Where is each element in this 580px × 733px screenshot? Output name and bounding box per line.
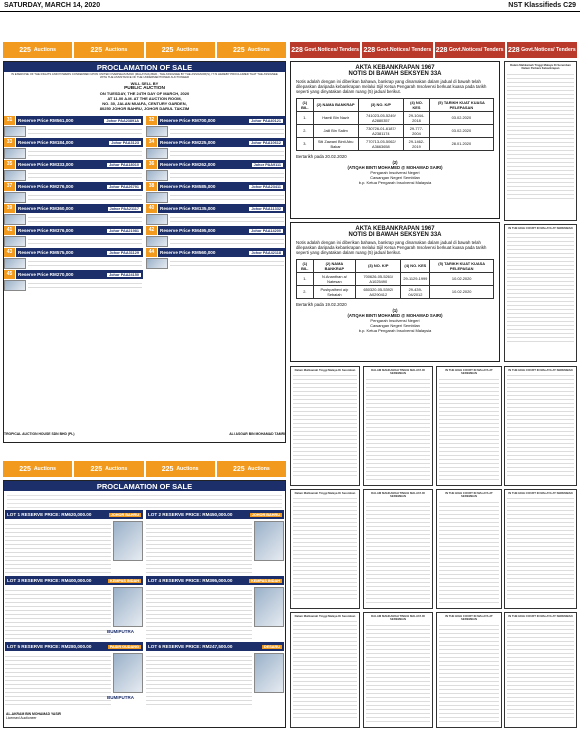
band-cell: 228 Govt.Notices/ Tenders <box>507 42 577 58</box>
lot-price-bar <box>16 160 143 169</box>
notice-body <box>366 376 430 480</box>
lot-ref: Johor PAA14200 <box>251 228 281 233</box>
notice-title: IN THE HIGH COURT IN MALAYA AT SEREMBAN <box>508 614 573 618</box>
lot-details <box>146 587 252 639</box>
band-cell: 225 Auctions <box>217 461 286 477</box>
auctions-band-top <box>3 42 286 58</box>
property-photo <box>254 653 284 693</box>
lot-details <box>170 192 284 203</box>
lot-price-bar <box>5 642 143 651</box>
reserve-price: LOT 2 RESERVE PRICE: RM450,000.00 <box>148 512 233 517</box>
notice-title: Dalam Mahkamah Tinggi Malaya Di Seremban <box>294 491 356 495</box>
lot-price-bar <box>16 226 143 235</box>
lot-ref: Johor PAA23891A <box>106 118 139 123</box>
band-cell: 225 Auctions <box>217 42 286 58</box>
lot-ref: Johor PAA10612 <box>251 140 281 145</box>
notice-title: IN THE HIGH COURT IN MALAYA AT SEREMBAN <box>445 491 493 499</box>
lot-details <box>28 214 142 225</box>
court-notice <box>436 489 502 609</box>
notice-title: DALAM MAHKAMAH TINGGI MALAYA DI SEREMBAN <box>371 368 425 376</box>
property-photo <box>146 148 168 159</box>
lot-price-bar <box>16 138 143 147</box>
notice-title: DALAM MAHKAMAH TINGGI MALAYA DI SEREMBAN <box>371 491 425 499</box>
reserve-price: Reserve Price RM276,000 <box>18 184 74 189</box>
reserve-price: Reserve Price RM225,000 <box>160 140 216 145</box>
akta-sig-line: Cawangan Negeri Sembilan <box>370 174 420 180</box>
lot-details <box>170 126 284 137</box>
notice-body <box>293 618 357 718</box>
lot-price-bar <box>16 182 143 191</box>
lot-ref: Johor PAA18010 <box>109 162 139 167</box>
akta-title: AKTA KEBANKRAPAN 1967 <box>355 226 435 232</box>
lot-details <box>28 258 142 269</box>
lot-ref: Johor PAA21117 <box>109 206 139 211</box>
lot-details <box>170 258 284 269</box>
lot-price-bar <box>158 160 285 169</box>
proclamation-title: PROCLAMATION OF SALE <box>4 481 285 491</box>
akta-subtitle: NOTIS DI BAWAH SEKSYEN 33A <box>348 71 442 77</box>
property-photo <box>254 587 284 627</box>
table-row: 2. Jalil Bin Salim 730726-01-6187/ A2381174 29-777-2004 03.02.2020 <box>297 124 494 137</box>
reserve-price: Reserve Price RM333,000 <box>18 162 74 167</box>
lot-number: 33 <box>4 138 15 147</box>
will-sell: WILL SELL BY <box>130 80 159 86</box>
lot-ref: Johor PAA42118 <box>251 250 281 255</box>
band-cell: 225 Auctions <box>146 42 215 58</box>
property-photo <box>4 148 26 159</box>
lot-ref: Johor PAA26791 <box>109 184 139 189</box>
col-header: (3) NO. K/P <box>358 98 404 111</box>
notice-body <box>366 622 430 722</box>
bumiputra-tag: BUMIPUTRA <box>107 629 134 634</box>
notice-body <box>439 499 499 603</box>
lot-details <box>146 521 252 573</box>
col-header: (4) NO. KES <box>401 259 430 272</box>
lot-details <box>28 126 142 137</box>
reserve-price: Reserve Price RM560,000 <box>160 250 216 255</box>
notice-body <box>293 495 357 599</box>
band-cell: 225 Auctions <box>3 42 72 58</box>
property-photo <box>146 126 168 137</box>
lot-location: KEMPAS INDAH <box>250 578 280 583</box>
reserve-price: Reserve Price RM360,000 <box>18 206 74 211</box>
notice-body <box>507 372 574 476</box>
lot-location: KEMPAS INDAH <box>109 578 139 583</box>
property-photo <box>146 192 168 203</box>
akta-sig-num: (2) <box>392 159 398 165</box>
reserve-price: LOT 4 RESERVE PRICE: RM395,000.00 <box>148 578 233 583</box>
notice-title: IN THE HIGH COURT IN MALAYA AT SEREMBAN <box>445 368 493 376</box>
lot-number: 35 <box>4 160 15 169</box>
auction-house-name: TROPICAL AUCTION HOUSE SDN BHD (PL) <box>4 432 75 436</box>
lot-details <box>170 170 284 181</box>
akta-sig-line: Cawangan Negeri Sembilan <box>370 322 420 328</box>
akta-date: Bertarikh pada 20.02.2020 <box>296 153 347 159</box>
reserve-price: LOT 3 RESERVE PRICE: RM400,000.00 <box>7 578 92 583</box>
property-photo <box>4 258 26 269</box>
reserve-price: Reserve Price RM184,000 <box>18 140 74 145</box>
lot-ref: Johor PAA40121 <box>251 118 281 123</box>
lot-number: 31 <box>4 116 15 125</box>
court-notice <box>363 612 433 728</box>
akta-sig-line: Pengarah Insolvensi Negeri <box>370 169 420 175</box>
auction-address-1: NO. 30, JALAN MUAFA, CENTURY GARDEN, <box>102 100 187 106</box>
lot-number: 43 <box>4 248 15 257</box>
reserve-price: Reserve Price RM700,000 <box>160 118 216 123</box>
court-notice <box>504 366 577 486</box>
lot-price-bar <box>146 642 284 651</box>
lot-number: 42 <box>146 226 157 235</box>
lot-price-bar <box>158 248 285 257</box>
notice-title: IN THE HIGH COURT IN MALAYA AT SEREMBAN <box>445 614 493 622</box>
col-header: (5) TARIKH KUAT KUASA PELEPASAN <box>430 259 494 272</box>
page-header <box>0 0 580 12</box>
property-photo <box>4 236 26 247</box>
band-cell: 225 Auctions <box>74 42 143 58</box>
court-notice <box>504 489 577 609</box>
akta-sig-line: b.p. Ketua Pengarah Insolvensi Malaysia <box>358 179 432 185</box>
court-notice <box>436 366 502 486</box>
auctioneer-role: Licensed Auctioneer <box>6 716 37 720</box>
reserve-price: Reserve Price RM262,000 <box>160 162 216 167</box>
lot-ref: Johor PAA23411 <box>251 184 281 189</box>
akta-signatory: (ATIQAH BINTI MOHAMED @ MOHAMAD SAIRI) <box>347 312 443 318</box>
col-header: (3) NO. K/P <box>356 259 401 272</box>
akta-notice-2 <box>290 222 500 362</box>
lot-details <box>28 280 142 291</box>
property-photo <box>146 258 168 269</box>
lot-details <box>5 653 111 705</box>
band-cell: 228 Govt.Notices/ Tenders <box>435 42 505 58</box>
bumiputra-tag: BUMIPUTRA <box>107 695 134 700</box>
akta-date: Bertarikh pada 19.02.2020 <box>296 301 347 307</box>
reserve-price: Reserve Price RM270,000 <box>18 272 74 277</box>
lot-number: 39 <box>4 204 15 213</box>
lot-number: 36 <box>146 160 157 169</box>
lot-price-bar <box>158 204 285 213</box>
proclamation-body <box>7 492 282 508</box>
property-photo <box>146 170 168 181</box>
public-auction: PUBLIC AUCTION <box>124 85 165 91</box>
lot-ref: Johor PAA11332 <box>251 206 281 211</box>
lot-number: 38 <box>146 182 157 191</box>
band-cell: 228 Govt.Notices/ Tenders <box>362 42 432 58</box>
court-notice-1 <box>504 61 577 221</box>
auctioneer-footer <box>4 432 285 436</box>
reserve-price: Reserve Price RM495,000 <box>160 228 216 233</box>
auctioneer-name: AL-AKRAM BIN MOHAMAD YASIR <box>6 712 62 716</box>
lot-location: JOHOR BAHRU <box>110 512 139 517</box>
property-photo <box>113 587 143 627</box>
lot-price-bar <box>16 204 143 213</box>
property-photo <box>146 214 168 225</box>
table-row: 1. N.Ananthan a/ Natesan 700626-05-5261/ A1025490 29-1129-1999 10.02.2020 <box>297 272 494 285</box>
auction-time: AT 11.00 A.M. AT THE AUCTION ROOM, <box>107 95 182 101</box>
notice-body <box>507 71 574 201</box>
table-row: 2. Pushpathevi a/p Sebaiah 650320-05-5392/ A0290412 29-439-04/2012 10.02.2020 <box>297 285 494 298</box>
lot-price-bar <box>158 226 285 235</box>
notice-body <box>507 618 574 718</box>
lot-ref: Johor PAA21981 <box>109 228 139 233</box>
court-notice-2 <box>504 224 577 362</box>
proclamation-subtitle: IN EXERCISE OF THE RIGHTS AND POWERS CONFERRED UPON UNITED OVERSEAS BANK (MALAYSIA) BHD., THE ASSIGNEE BY THE ASSIGNOR(S), IT IS HEREBY PROCLAIMED THAT THE ASSIGNEE WITH THE ASSISTANCE OF THE UNDERMENTIONED AUCTIONEER <box>11 72 278 80</box>
notice-body <box>507 230 574 345</box>
lot-price-bar <box>158 138 285 147</box>
lot-details <box>5 521 111 573</box>
property-photo <box>113 653 143 693</box>
notice-body <box>439 622 499 722</box>
property-photo <box>4 170 26 181</box>
property-photo <box>146 236 168 247</box>
lot-price-bar <box>158 116 285 125</box>
col-header: (4) NO. KES <box>404 98 430 111</box>
akta-title: AKTA KEBANKRAPAN 1967 <box>355 65 435 71</box>
lot-price-bar <box>16 248 143 257</box>
lot-details <box>146 653 252 705</box>
lot-number: 44 <box>146 248 157 257</box>
reserve-price: Reserve Price RM561,000 <box>18 118 74 123</box>
col-header: (2) NAMA BANKRAP <box>313 98 358 111</box>
court-notice <box>363 366 433 486</box>
band-cell: 225 Auctions <box>146 461 215 477</box>
property-photo <box>4 214 26 225</box>
court-notice <box>290 366 360 486</box>
notice-body <box>439 376 499 480</box>
lot-details <box>170 214 284 225</box>
akta-subtitle: NOTIS DI BAWAH SEKSYEN 33A <box>348 232 442 238</box>
lot-price-bar <box>146 576 284 585</box>
lot-ref: Johor PAA24150 <box>109 272 139 277</box>
header-section: NST Klassifieds C29 <box>508 2 576 9</box>
auctioneer-name: ALI ASGAR BIN MOHAMAD TAMRI <box>229 432 285 436</box>
reserve-price: LOT 6 RESERVE PRICE: RM247,500.00 <box>148 644 233 649</box>
col-header: (2) NAMA BANKRAP <box>313 259 356 272</box>
akta-intro: Notis adalah dengan ini diberikan bahawa, bankrap yang dinamakan dalam jadual di bawah telah dilepaskan daripada kebankrapan melalui Sijil Ketua Pengarah Insolvensi berkuat kuasa pada tarikh seperti yang dinyatakan dalam ruang (5) jadual berikut. <box>296 79 487 95</box>
lot-details <box>170 148 284 159</box>
band-cell: 225 Auctions <box>74 461 143 477</box>
lot-number: 40 <box>146 204 157 213</box>
notice-body <box>507 495 574 599</box>
lot-ref: Johor PAA31129 <box>109 250 139 255</box>
notice-title: IN THE HIGH COURT IN MALAYA AT SEREMBAN <box>508 226 573 230</box>
property-photo <box>4 192 26 203</box>
notice-body <box>293 372 357 476</box>
proclamation-title: PROCLAMATION OF SALE <box>4 62 285 72</box>
notice-title: Dalam Mahkamah Tinggi Malaya Di Seremban <box>510 63 571 67</box>
col-header: (5) TARIKH KUAT KUASA PELEPASAN <box>429 98 493 111</box>
reserve-price: Reserve Price RM585,000 <box>160 184 216 189</box>
auctioneer-footer-2 <box>6 712 281 726</box>
notice-title: DALAM MAHKAMAH TINGGI MALAYA DI SEREMBAN <box>371 614 425 622</box>
notice-body <box>366 499 430 603</box>
lot-number: 37 <box>4 182 15 191</box>
auctions-band-bottom <box>3 461 286 477</box>
court-notice <box>436 612 502 728</box>
notice-title: Dalam Mahkamah Tinggi Malaya Di Seremban <box>294 368 356 372</box>
court-notice <box>290 612 360 728</box>
band-cell: 228 Govt.Notices/ Tenders <box>290 42 360 58</box>
lot-location: PASIR GUDANG <box>109 644 139 649</box>
lot-price-bar <box>158 182 285 191</box>
akta-sig-line: Pengarah Insolvensi Negeri <box>370 317 420 323</box>
lot-details <box>170 236 284 247</box>
property-photo <box>254 521 284 561</box>
govt-notices-band-top <box>290 42 577 58</box>
akta-intro: Notis adalah dengan ini diberikan bahawa, bankrap yang dinamakan dalam jadual di bawah telah dilepaskan daripada kebankrapan melalui Sijil Ketua Pengarah Insolvensi berkuat kuasa pada tarikh seperti yang dinyatakan dalam ruang (5) jadual berikut. <box>296 240 487 256</box>
lot-ref: Johor PAA9111 <box>253 162 281 167</box>
table-row: 3. Siti Zawani Binti Abu Bakar 770713-05-5062/ A3663658 29-1462-2019 28.01.2020 <box>297 137 494 150</box>
band-cell: 225 Auctions <box>3 461 72 477</box>
table-row: 1. Hamli Bin Nazir 741023-05-5249/ A2880357 29-1044-2018 03.02.2020 <box>297 111 494 124</box>
lot-number: 45 <box>4 270 15 279</box>
reserve-price: Reserve Price RM135,000 <box>160 206 216 211</box>
court-notice <box>290 489 360 609</box>
lot-location: DESARU <box>263 644 280 649</box>
lot-price-bar <box>5 510 143 519</box>
akta-signatory: (ATIQAH BINTI MOHAMED @ MOHAMAD SAIRI) <box>347 164 443 170</box>
lot-details <box>28 192 142 203</box>
header-date: SATURDAY, MARCH 14, 2020 <box>4 2 101 9</box>
lot-details <box>28 170 142 181</box>
lot-price-bar <box>146 510 284 519</box>
reserve-price: Reserve Price RM575,000 <box>18 250 74 255</box>
lot-number: 41 <box>4 226 15 235</box>
property-photo <box>4 280 26 291</box>
reserve-price: Reserve Price RM376,000 <box>18 228 74 233</box>
property-photo <box>4 126 26 137</box>
lot-location: JOHOR BAHRU <box>251 512 280 517</box>
akta-sig-line: b.p. Ketua Pengarah Insolvensi Malaysia <box>358 327 432 333</box>
akta-table <box>296 98 494 151</box>
court-notice <box>504 612 577 728</box>
reserve-price: LOT 5 RESERVE PRICE: RM280,000.00 <box>7 644 92 649</box>
lot-ref: Johor PAA3123 <box>111 140 139 145</box>
court-notice <box>363 489 433 609</box>
akta-table <box>296 259 494 299</box>
notice-title: Dalam Mahkamah Tinggi Malaya Di Seremban <box>294 614 356 618</box>
notice-title: IN THE HIGH COURT IN MALAYA AT SEREMBAN <box>508 368 573 372</box>
lot-price-bar <box>16 116 143 125</box>
notice-subtitle: Dalam Perkara Kebankrapan <box>521 66 560 71</box>
akta-notice-1 <box>290 61 500 219</box>
lot-price-bar <box>16 270 143 279</box>
lot-price-bar <box>5 576 143 585</box>
akta-sig-num: (1) <box>392 307 398 313</box>
lot-number: 32 <box>146 116 157 125</box>
property-photo <box>113 521 143 561</box>
notice-title: IN THE HIGH COURT IN MALAYA AT SEREMBAN <box>508 491 573 495</box>
auction-address-2: 80250 JOHOR BAHRU, JOHOR DARUL TAKZIM <box>99 105 190 111</box>
lot-details <box>28 148 142 159</box>
reserve-price: LOT 1 RESERVE PRICE: RM620,000.00 <box>7 512 92 517</box>
lot-number: 34 <box>146 138 157 147</box>
lot-details <box>5 587 111 639</box>
col-header: (1) BIL. <box>297 98 314 111</box>
auction-date: ON TUESDAY, THE 24TH DAY OF MARCH, 2020 <box>99 90 190 96</box>
lot-details <box>28 236 142 247</box>
col-header: (1) BIL. <box>297 259 314 272</box>
